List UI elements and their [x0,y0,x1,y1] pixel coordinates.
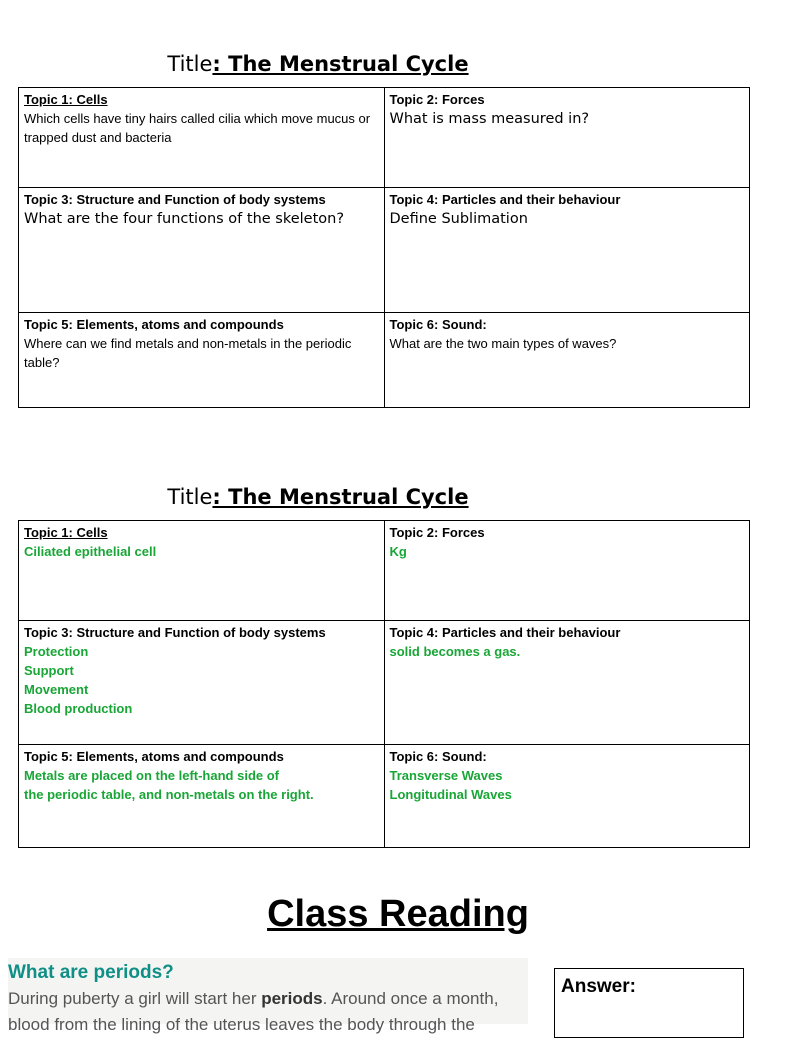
reading-excerpt [8,958,528,1034]
answer-line: Blood production [24,701,133,716]
answer-line: Movement [24,682,89,697]
sheet1-title-prefix: Title [167,52,213,76]
topic-heading: Topic 1: Cells [24,92,108,107]
answer-line: the periodic table, and non-metals on the right. [24,787,314,802]
sheet2-title-main: : The Menstrual Cycle [212,485,469,509]
topic-heading: Topic 1: Cells [24,525,108,540]
question-cell-topic-5 [19,313,385,408]
question-cell-topic-2 [384,88,750,188]
question-text: Which cells have tiny hairs called cilia which move mucus or trapped dust and bacteria [24,111,371,145]
answer-cell-topic-6 [384,745,750,848]
answer-line: Longitudinal Waves [389,787,512,802]
answer-line: Protection [24,644,89,659]
topic-heading: Topic 6: Sound: [389,749,487,764]
reading-text-bold: periods [261,989,323,1008]
answer-line: Support [24,663,74,678]
questions-table [18,87,750,408]
answer-cell-topic-3 [19,621,385,745]
reading-heading: What are periods? [8,962,174,983]
reading-paragraph [8,986,528,1038]
topic-heading: Topic 5: Elements, atoms and compounds [24,317,284,332]
question-cell-topic-6 [384,313,750,408]
sheet2-title-prefix: Title [167,485,213,509]
answer-label: Answer: [561,976,636,997]
question-text: Where can we find metals and non-metals in the periodic table? [24,336,352,370]
answer-box[interactable] [554,968,744,1038]
question-text: What are the two main types of waves? [389,336,617,351]
reading-text-after: . Around once a month, blood from the lining of the uterus leaves the body through the [8,989,499,1034]
answer-cell-topic-2 [384,521,750,621]
answer-cell-topic-5 [19,745,385,848]
answer-cell-topic-4 [384,621,750,745]
question-text: Define Sublimation [389,211,528,227]
answer-line: Ciliated epithelial cell [24,544,157,559]
sheet1-title-main: : The Menstrual Cycle [212,52,469,76]
topic-heading: Topic 4: Particles and their behaviour [389,625,621,640]
topic-heading: Topic 3: Structure and Function of body systems [24,625,326,640]
answer-cell-topic-1 [19,521,385,621]
question-text: What is mass measured in? [389,111,590,127]
answer-line: Kg [389,544,407,559]
reading-text-before: During puberty a girl will start her [8,989,262,1008]
class-reading-title: Class Reading [267,893,529,935]
answer-line: Transverse Waves [389,768,503,783]
question-cell-topic-3 [19,188,385,313]
answer-line: Metals are placed on the left-hand side of [24,768,279,783]
topic-heading: Topic 5: Elements, atoms and compounds [24,749,284,764]
answers-table [18,520,750,848]
topic-heading: Topic 4: Particles and their behaviour [389,192,621,207]
sheet2-title [0,484,636,510]
topic-heading: Topic 2: Forces [389,525,485,540]
sheet1-title [0,51,636,77]
question-cell-topic-1 [19,88,385,188]
question-text: What are the four functions of the skeleton? [24,211,345,227]
topic-heading: Topic 2: Forces [389,92,485,107]
answer-line: solid becomes a gas. [389,644,521,659]
topic-heading: Topic 6: Sound: [389,317,487,332]
question-cell-topic-4 [384,188,750,313]
topic-heading: Topic 3: Structure and Function of body systems [24,192,326,207]
